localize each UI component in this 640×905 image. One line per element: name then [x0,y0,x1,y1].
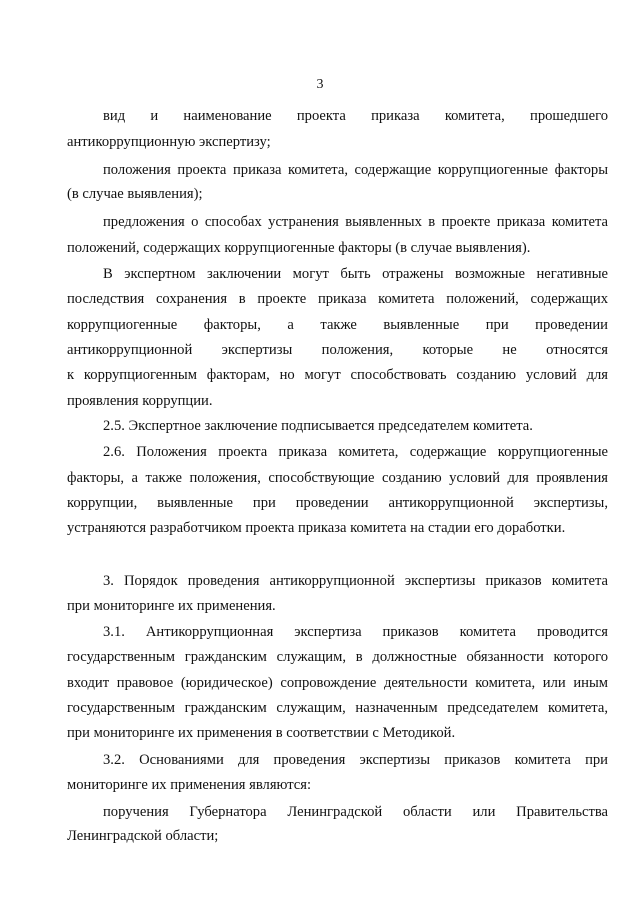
text-line: государственным гражданским служащим, в должностные обязанности которого [67,649,608,665]
text-line: (в случае выявления); [67,186,203,202]
text-line: мониторинге их применения являются: [67,777,312,793]
text-line: антикоррупционную экспертизу; [67,134,271,150]
text-line: входит правовое (юридическое) сопровождение деятельности комитета, или иным [67,675,608,691]
page-number: 3 [316,77,324,92]
text-line: проявления коррупции. [67,393,213,409]
text-line: факторы, а также положения, способствующие созданию условий для проявления [67,470,608,486]
text-line: к коррупциогенным факторам, но могут способствовать созданию условий для [67,367,608,383]
text-line: при мониторинге их применения в соответствии с Методикой. [67,725,456,741]
text-line: 3. Порядок проведения антикоррупционной экспертизы приказов комитета [103,573,608,589]
text-line: при мониторинге их применения. [67,598,276,614]
text-line: предложения о способах устранения выявленных в проекте приказа комитета [103,214,608,230]
text-line: устраняются разработчиком проекта приказа комитета на стадии его доработки. [67,520,566,536]
text-line: коррупциогенные факторы, а также выявленные при проведении [67,317,608,333]
text-line: последствия сохранения в проекте приказа комитета положений, содержащих [67,291,608,307]
text-line: Ленинградской области; [67,828,219,844]
text-line: В экспертном заключении могут быть отражены возможные негативные [103,266,608,282]
text-line: антикоррупционной экспертизы положения, которые не относятся [67,342,608,358]
text-line: поручения Губернатора Ленинградской области или Правительства [103,804,608,820]
text-line: коррупции, выявленные при проведении антикоррупционной экспертизы, [67,495,608,511]
text-line: 2.5. Экспертное заключение подписывается председателем комитета. [103,418,533,434]
text-line: 3.1. Антикоррупционная экспертиза приказов комитета проводится [103,624,608,640]
text-line: государственным гражданским служащим, назначенным председателем комитета, [67,700,608,716]
text-line: 2.6. Положения проекта приказа комитета, содержащие коррупциогенные [103,444,608,460]
text-line: 3.2. Основаниями для проведения экспертизы приказов комитета при [103,752,608,768]
text-line: положений, содержащих коррупциогенные факторы (в случае выявления). [67,240,531,256]
text-line: положения проекта приказа комитета, содержащие коррупциогенные факторы [103,162,608,178]
text-line: вид и наименование проекта приказа комитета, прошедшего [103,108,608,124]
